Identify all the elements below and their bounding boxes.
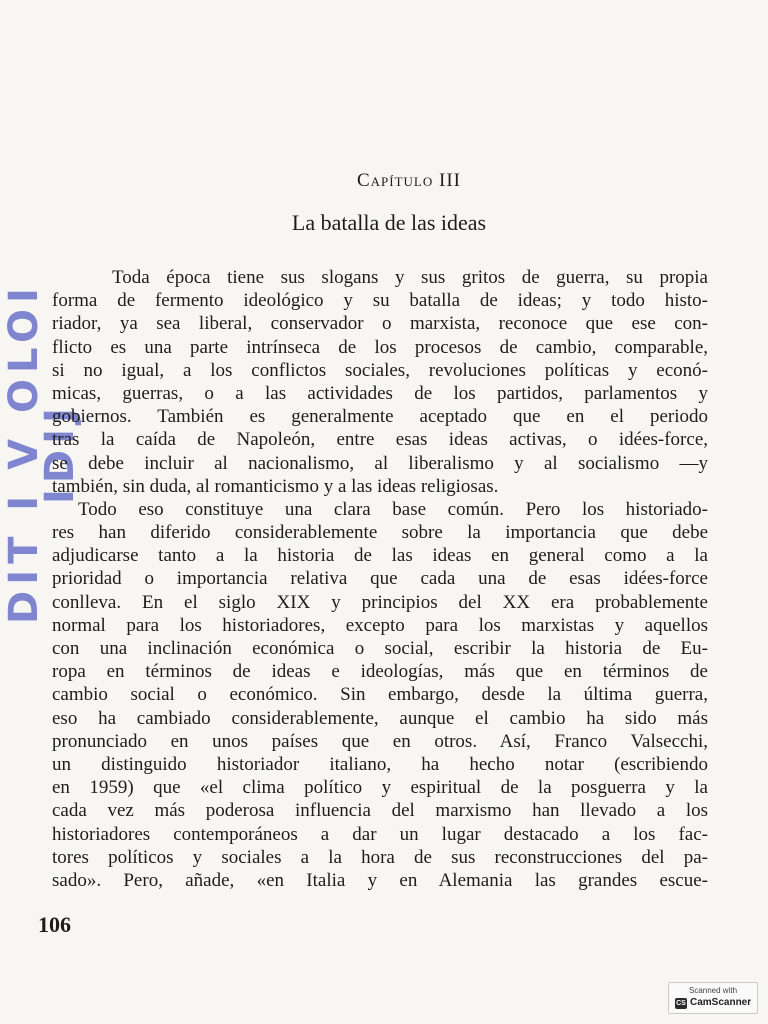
text-line: pronunciado en unos países que en otros. Así, Franco Valsecchi, xyxy=(52,730,708,752)
text-line: tras la caída de Napoleón, entre esas ideas activas, o idées-force, xyxy=(52,429,708,451)
text-line: ropa en términos de ideas e ideologías, más que en términos de xyxy=(52,661,708,683)
text-line: un distinguido historiador italiano, ha hecho notar (escribiendo xyxy=(52,753,708,775)
paragraph-1 xyxy=(52,266,708,498)
text-line: cada vez más poderosa influencia del marxismo han llevado a los xyxy=(52,800,708,822)
text-line: cambio social o económico. Sin embargo, desde la última guerra, xyxy=(52,684,708,706)
scanner-caption: Scanned with xyxy=(688,986,738,995)
text-line: riador, ya sea liberal, conservador o marxista, reconoce que ese con- xyxy=(52,313,708,335)
chapter-title: La batalla de las ideas xyxy=(291,210,487,235)
scanner-brand: CamScanner xyxy=(690,997,752,1008)
text-line: normal para los historiadores, excepto para los marxistas y aquellos xyxy=(52,614,708,636)
page-number: 106 xyxy=(38,912,71,937)
camscanner-logo-icon: CS xyxy=(676,1000,686,1007)
text-line: Toda época tiene sus slogans y sus gritos de guerra, su propia xyxy=(112,267,708,288)
text-line: en 1959) que «el clima político y espiritual de la posguerra y la xyxy=(52,777,708,799)
text-line: se debe incluir al nacionalismo, al liberalismo y al socialismo —y xyxy=(52,452,708,474)
text-line: Todo eso constituye una clara base común. Pero los historiado- xyxy=(78,498,708,520)
text-line: forma de fermento ideológico y su batalla de ideas; y todo histo- xyxy=(52,290,708,312)
text-line: con una inclinación económica o social, escribir la historia de Eu- xyxy=(52,638,708,659)
scanner-watermark xyxy=(668,982,758,1014)
text-line: prioridad o importancia relativa que cada una de esas idées-force xyxy=(52,568,708,590)
text-line: historiadores contemporáneos a dar un lugar destacado a los fac- xyxy=(52,823,708,845)
text-line: flicto es una parte intrínseca de los procesos de cambio, comparable, xyxy=(52,336,708,358)
paragraph-2 xyxy=(52,498,708,892)
text-line: si no igual, a los conflictos sociales, revoluciones políticas y econó- xyxy=(52,359,708,381)
text-line: tores políticos y sociales a la hora de sus reconstrucciones del pa- xyxy=(52,846,708,868)
text-line: conlleva. En el siglo XIX y principios del XX era probablemente xyxy=(52,591,708,613)
text-line: también, sin duda, al romanticismo y a las ideas religiosas. xyxy=(52,475,499,497)
text-line: adjudicarse tanto a la historia de las ideas en general como a la xyxy=(52,545,708,567)
text-line: res han diferido considerablemente sobre la importancia que debe xyxy=(52,522,708,544)
text-line: gobiernos. También es generalmente aceptado que en el periodo xyxy=(52,406,708,428)
text-line: eso ha cambiado considerablemente, aunque el cambio ha sido más xyxy=(52,707,708,729)
text-line: sado». Pero, añade, «en Italia y en Alemania las grandes escue- xyxy=(52,869,708,891)
chapter-label: Capítulo III xyxy=(356,170,461,191)
margin-stamp: DIT I V OLOI IDIJ xyxy=(1,282,83,624)
text-line: micas, guerras, o a las actividades de los partidos, parlamentos y xyxy=(52,382,708,404)
body-text xyxy=(52,266,708,892)
